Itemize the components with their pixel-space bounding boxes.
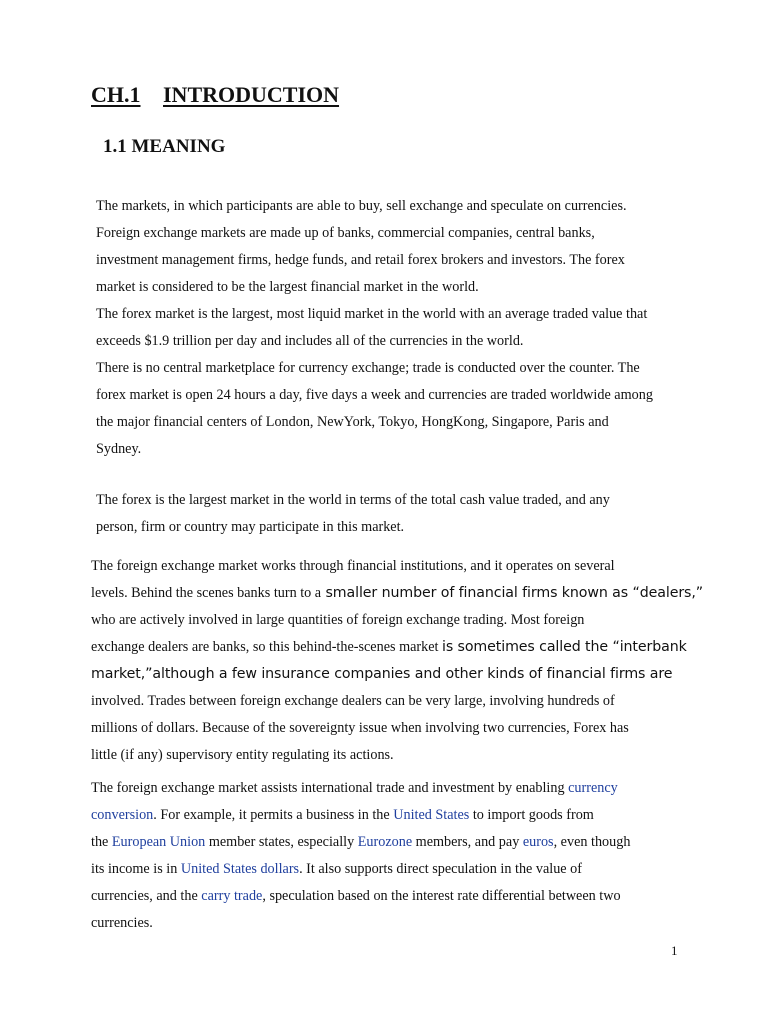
text-line: person, firm or country may participate in this market. [96, 519, 405, 535]
text-line: currencies. [91, 915, 153, 931]
text-line [91, 580, 704, 607]
link-currency-conversion[interactable]: currency [568, 780, 618, 796]
text-line: millions of dollars. Because of the sovereignty issue when involving two currencies, Forex has [91, 720, 629, 736]
text-line [91, 802, 691, 829]
chapter-number: CH.1 [91, 82, 141, 107]
text-line: The forex is the largest market in the world in terms of the total cash value traded, and any [96, 492, 610, 508]
text-line: The foreign exchange market works through financial institutions, and it operates on several [91, 558, 615, 574]
text-segment: is sometimes called the “interbank [442, 639, 687, 655]
paragraph-financial-institutions [91, 553, 704, 769]
text-segment: levels. Behind the scenes banks turn to a [91, 585, 322, 601]
link-united-states[interactable]: United States [393, 807, 470, 823]
text-line: market,”although a few insurance companies and other kinds of financial firms are [91, 666, 673, 682]
text-line: market is considered to be the largest financial market in the world. [96, 279, 479, 295]
text-line: exceeds $1.9 trillion per day and includes all of the currencies in the world. [96, 333, 524, 349]
text-line: forex market is open 24 hours a day, five days a week and currencies are traded worldwide among [96, 387, 653, 403]
link-currency-conversion-cont[interactable]: conversion [91, 807, 154, 823]
text-segment: , even though [553, 834, 631, 850]
text-segment: its income is in [91, 861, 181, 877]
text-segment: The foreign exchange market assists international trade and investment by enabling [91, 780, 569, 796]
paragraph-trade-and-investment [91, 775, 691, 937]
text-line: The markets, in which participants are able to buy, sell exchange and speculate on currencies. [96, 198, 627, 214]
link-euros[interactable]: euros [522, 834, 554, 850]
text-line [91, 883, 691, 910]
text-segment: currencies, and the [91, 888, 202, 904]
text-line [91, 775, 691, 802]
text-line: There is no central marketplace for currency exchange; trade is conducted over the counter. The [96, 360, 640, 376]
link-carry-trade[interactable]: carry trade [201, 888, 263, 904]
text-segment: . It also supports direct speculation in the value of [299, 861, 582, 877]
text-segment: . For example, it permits a business in the [153, 807, 394, 823]
link-united-states-dollars[interactable]: United States dollars [180, 861, 300, 877]
text-segment: exchange dealers are banks, so this behind-the-scenes market [91, 639, 443, 655]
link-eurozone[interactable]: Eurozone [357, 834, 413, 850]
text-segment: member states, especially [205, 834, 358, 850]
text-segment: smaller number of financial firms known as “dealers,” [321, 585, 704, 601]
text-line [91, 829, 691, 856]
text-segment: , speculation based on the interest rate differential between two [262, 888, 621, 904]
paragraph-forex-overview [96, 193, 696, 463]
section-heading: 1.1 MEANING [103, 136, 226, 157]
page-number: 1 [671, 943, 678, 958]
text-line: little (if any) supervisory entity regulating its actions. [91, 747, 394, 763]
chapter-heading [91, 80, 339, 110]
text-line [91, 856, 691, 883]
text-line: who are actively involved in large quantities of foreign exchange trading. Most foreign [91, 612, 585, 628]
text-line: Foreign exchange markets are made up of banks, commercial companies, central banks, [96, 225, 595, 241]
text-line [91, 634, 691, 661]
text-line: Sydney. [96, 441, 142, 457]
text-segment: members, and pay [412, 834, 523, 850]
link-european-union[interactable]: European Union [111, 834, 206, 850]
text-segment: the [91, 834, 112, 850]
paragraph-largest-market [96, 487, 696, 541]
text-segment: to import goods from [469, 807, 594, 823]
chapter-title: INTRODUCTION [163, 82, 340, 107]
text-line: involved. Trades between foreign exchange dealers can be very large, involving hundreds of [91, 693, 615, 709]
text-line: The forex market is the largest, most liquid market in the world with an average traded value that [96, 306, 648, 322]
text-line: investment management firms, hedge funds, and retail forex brokers and investors. The forex [96, 252, 625, 268]
text-line: the major financial centers of London, NewYork, Tokyo, HongKong, Singapore, Paris and [96, 414, 609, 430]
